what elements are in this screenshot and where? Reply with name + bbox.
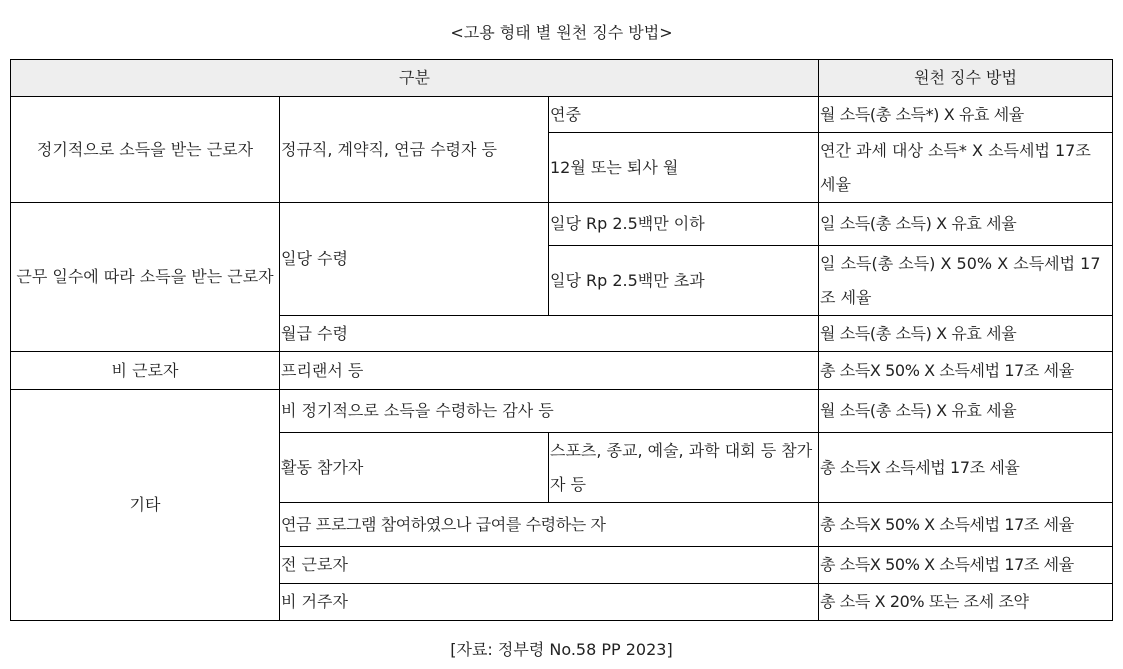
row-type: 활동 참가자 xyxy=(280,433,549,503)
withholding-method-table xyxy=(10,59,1113,621)
source-note: [자료: 정부령 No.58 PP 2023] xyxy=(450,640,673,659)
row-detail: 일당 Rp 2.5백만 이하 xyxy=(549,203,819,246)
row-type: 정규직, 계약직, 연금 수령자 등 xyxy=(280,97,549,203)
row-method: 총 소득X 50% X 소득세법 17조 세율 xyxy=(819,503,1113,547)
group-label: 근무 일수에 따라 소득을 받는 근로자 xyxy=(11,203,280,352)
row-method: 월 소득(총 소득) X 유효 세율 xyxy=(819,316,1113,352)
row-method: 일 소득(총 소득) X 50% X 소득세법 17조 세율 xyxy=(819,246,1113,316)
row-detail: 스포츠, 종교, 예술, 과학 대회 등 참가자 등 xyxy=(549,433,819,503)
row-method: 총 소득X 소득세법 17조 세율 xyxy=(819,433,1113,503)
row-method: 연간 과세 대상 소득* X 소득세법 17조 세율 xyxy=(819,133,1113,203)
table-row xyxy=(11,203,1113,246)
row-type: 비 거주자 xyxy=(280,584,819,621)
table-row xyxy=(11,352,1113,390)
table-title: <고용 형태 별 원천 징수 방법> xyxy=(450,23,673,42)
row-type: 월급 수령 xyxy=(280,316,819,352)
row-method: 월 소득(총 소득*) X 유효 세율 xyxy=(819,97,1113,133)
table-row xyxy=(11,390,1113,433)
group-label: 기타 xyxy=(11,390,280,621)
row-type: 프리랜서 등 xyxy=(280,352,819,390)
header-row xyxy=(11,60,1113,97)
table-row xyxy=(11,97,1113,133)
row-type: 일당 수령 xyxy=(280,203,549,316)
row-type: 연금 프로그램 참여하였으나 급여를 수령하는 자 xyxy=(280,503,819,547)
row-method: 총 소득 X 20% 또는 조세 조약 xyxy=(819,584,1113,621)
row-detail: 12월 또는 퇴사 월 xyxy=(549,133,819,203)
row-type: 전 근로자 xyxy=(280,547,819,584)
header-category: 구분 xyxy=(11,60,819,97)
row-detail: 연중 xyxy=(549,97,819,133)
row-method: 일 소득(총 소득) X 유효 세율 xyxy=(819,203,1113,246)
header-method: 원천 징수 방법 xyxy=(819,60,1113,97)
group-label: 정기적으로 소득을 받는 근로자 xyxy=(11,97,280,203)
group-label: 비 근로자 xyxy=(11,352,280,390)
row-method: 총 소득X 50% X 소득세법 17조 세율 xyxy=(819,547,1113,584)
row-detail: 일당 Rp 2.5백만 초과 xyxy=(549,246,819,316)
row-method: 월 소득(총 소득) X 유효 세율 xyxy=(819,390,1113,433)
row-method: 총 소득X 50% X 소득세법 17조 세율 xyxy=(819,352,1113,390)
row-type: 비 정기적으로 소득을 수령하는 감사 등 xyxy=(280,390,819,433)
